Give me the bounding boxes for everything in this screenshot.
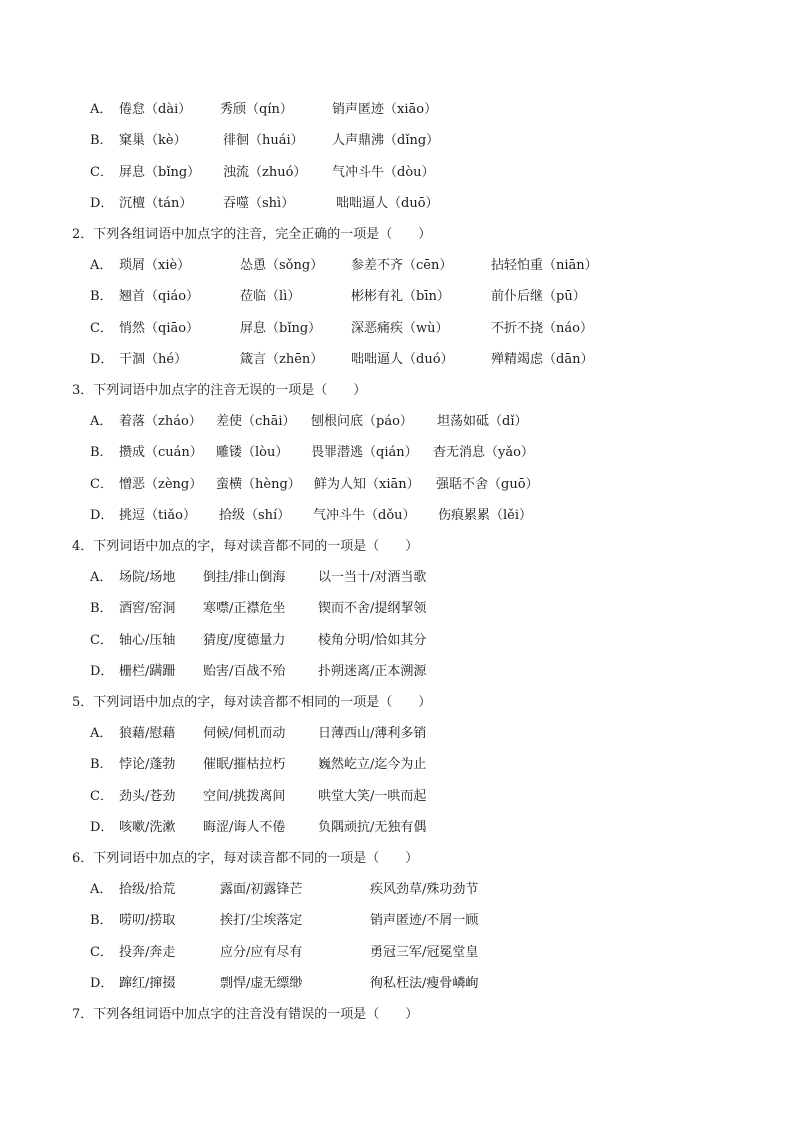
option-item: 挑逗（tiǎo） bbox=[119, 508, 196, 523]
question-stem: 2．下列各组词语中加点字的注音，完全正确的一项是（ ） bbox=[72, 227, 432, 242]
option-item: 刨根问底（páo） bbox=[311, 414, 413, 429]
option-item: 销声匿迹/不屑一顾 bbox=[370, 913, 479, 928]
option-label: B． bbox=[90, 445, 113, 460]
option-item: 投奔/奔走 bbox=[119, 945, 176, 960]
option-item: 蹿红/撺掇 bbox=[119, 976, 176, 991]
option-label: B． bbox=[90, 133, 113, 148]
option-item: 气冲斗牛（dǒu） bbox=[313, 508, 416, 523]
option-label: D． bbox=[90, 508, 114, 523]
option-item: 哄堂大笑/一哄而起 bbox=[318, 789, 427, 804]
question-stem: 4．下列词语中加点的字，每对读音都不同的一项是（ ） bbox=[72, 539, 419, 554]
option-item: 挨打/尘埃落定 bbox=[220, 913, 303, 928]
question-stem: 5．下列词语中加点的字，每对读音都不相同的一项是（ ） bbox=[72, 695, 432, 710]
option-item: 扑朔迷离/正本溯源 bbox=[318, 664, 427, 679]
option-item: 强聒不舍（guō） bbox=[436, 477, 539, 492]
option-item: 秀颀（qín） bbox=[220, 102, 293, 117]
option-item: 吞噬（shì） bbox=[223, 196, 295, 211]
option-item: 伺候/伺机而动 bbox=[203, 726, 286, 741]
option-item: 酒窖/窑洞 bbox=[119, 601, 176, 616]
option-item: 猜度/度德量力 bbox=[203, 633, 286, 648]
option-label: B． bbox=[90, 757, 113, 772]
option-item: 唠叨/捞取 bbox=[119, 913, 176, 928]
option-item: 催眠/摧枯拉朽 bbox=[203, 757, 286, 772]
option-label: A． bbox=[90, 570, 113, 585]
question-7-stem: 7．下列各组词语中加点字的注音没有错误的一项是（ ） bbox=[72, 1007, 419, 1022]
question-stem: 3．下列词语中加点字的注音无误的一项是（ ） bbox=[72, 383, 367, 398]
option-item: 着落（zháo） bbox=[119, 414, 202, 429]
option-item: 拾级/拾荒 bbox=[119, 882, 176, 897]
option-item: 悖论/蓬勃 bbox=[119, 757, 176, 772]
option-item: 憎恶（zèng） bbox=[119, 477, 203, 492]
option-item: 浊流（zhuó） bbox=[223, 165, 307, 180]
option-label: D． bbox=[90, 352, 114, 367]
option-item: 以一当十/对酒当歌 bbox=[318, 570, 427, 585]
option-item: 攒成（cuán） bbox=[119, 445, 203, 460]
option-label: B． bbox=[90, 601, 113, 616]
option-item: 箴言（zhēn） bbox=[240, 352, 324, 367]
option-item: 气冲斗牛（dòu） bbox=[332, 165, 435, 180]
option-item: 不折不挠（náo） bbox=[491, 321, 593, 336]
option-item: 杳无消息（yǎo） bbox=[433, 445, 534, 460]
option-item: 窠巢（kè） bbox=[119, 133, 187, 148]
option-item: 应分/应有尽有 bbox=[220, 945, 303, 960]
option-item: 疾风劲草/殊功劲节 bbox=[370, 882, 479, 897]
option-item: 锲而不舍/提纲挈领 bbox=[318, 601, 427, 616]
option-item: 棱角分明/恰如其分 bbox=[318, 633, 427, 648]
option-item: 销声匿迹（xiāo） bbox=[332, 102, 438, 117]
option-item: 畏罪潜逃（qián） bbox=[311, 445, 418, 460]
option-item: 拈轻怕重（niān） bbox=[491, 258, 598, 273]
option-item: 彬彬有礼（bīn） bbox=[351, 289, 450, 304]
option-item: 拾级（shí） bbox=[219, 508, 291, 523]
option-item: 咄咄逼人（duó） bbox=[351, 352, 454, 367]
option-item: 人声鼎沸（dǐng） bbox=[332, 133, 440, 148]
option-label: A． bbox=[90, 258, 113, 273]
option-item: 悄然（qiāo） bbox=[119, 321, 200, 336]
option-item: 前仆后继（pū） bbox=[491, 289, 586, 304]
option-item: 屏息（bǐng） bbox=[240, 321, 322, 336]
option-item: 巍然屹立/迄今为止 bbox=[318, 757, 427, 772]
option-label: A． bbox=[90, 102, 113, 117]
option-item: 蛮横（hèng） bbox=[216, 477, 301, 492]
option-item: 剽悍/虚无缥缈 bbox=[220, 976, 303, 991]
option-label: A． bbox=[90, 726, 113, 741]
option-item: 参差不齐（cēn） bbox=[351, 258, 453, 273]
option-item: 空间/挑拨离间 bbox=[203, 789, 286, 804]
option-label: C． bbox=[90, 165, 113, 180]
option-item: 轴心/压轴 bbox=[119, 633, 176, 648]
option-item: 屏息（bǐng） bbox=[119, 165, 201, 180]
option-item: 干涸（hé） bbox=[119, 352, 188, 367]
option-item: 鲜为人知（xiān） bbox=[314, 477, 420, 492]
option-item: 场院/场地 bbox=[119, 570, 176, 585]
option-label: A． bbox=[90, 414, 113, 429]
option-item: 莅临（lì） bbox=[240, 289, 301, 304]
option-item: 露面/初露锋芒 bbox=[220, 882, 303, 897]
option-item: 日薄西山/薄利多销 bbox=[318, 726, 427, 741]
question-stem: 6．下列词语中加点的字，每对读音都不同的一项是（ ） bbox=[72, 851, 419, 866]
option-label: C． bbox=[90, 321, 113, 336]
option-item: 咄咄逼人（duō） bbox=[336, 196, 439, 211]
option-item: 翘首（qiáo） bbox=[119, 289, 200, 304]
option-item: 勇冠三军/冠冕堂皇 bbox=[370, 945, 479, 960]
option-item: 徘徊（huái） bbox=[223, 133, 304, 148]
option-item: 坦荡如砥（dǐ） bbox=[437, 414, 528, 429]
option-item: 怂恿（sǒng） bbox=[240, 258, 324, 273]
option-item: 琐屑（xiè） bbox=[119, 258, 191, 273]
option-label: C． bbox=[90, 945, 113, 960]
option-label: C． bbox=[90, 477, 113, 492]
option-item: 负隅顽抗/无独有偶 bbox=[318, 820, 427, 835]
option-item: 寒噤/正襟危坐 bbox=[203, 601, 286, 616]
option-item: 栅栏/蹒跚 bbox=[119, 664, 176, 679]
option-label: C． bbox=[90, 789, 113, 804]
option-item: 狼藉/慰藉 bbox=[119, 726, 176, 741]
option-label: D． bbox=[90, 976, 114, 991]
option-item: 徇私枉法/瘦骨嶙峋 bbox=[370, 976, 479, 991]
option-item: 贻害/百战不殆 bbox=[203, 664, 286, 679]
option-item: 殚精竭虑（dān） bbox=[491, 352, 594, 367]
option-label: A． bbox=[90, 882, 113, 897]
option-label: D． bbox=[90, 664, 114, 679]
option-item: 晦涩/诲人不倦 bbox=[203, 820, 286, 835]
option-item: 倦怠（dài） bbox=[119, 102, 192, 117]
option-item: 深恶痛疾（wù） bbox=[351, 321, 449, 336]
option-item: 沉檀（tán） bbox=[119, 196, 193, 211]
option-label: C． bbox=[90, 633, 113, 648]
option-label: B． bbox=[90, 913, 113, 928]
option-label: D． bbox=[90, 196, 114, 211]
option-item: 差使（chāi） bbox=[216, 414, 296, 429]
option-item: 伤痕累累（lěi） bbox=[438, 508, 533, 523]
option-item: 咳嗽/洗漱 bbox=[119, 820, 176, 835]
option-item: 倒挂/排山倒海 bbox=[203, 570, 286, 585]
option-label: D． bbox=[90, 820, 114, 835]
option-item: 劲头/苍劲 bbox=[119, 789, 176, 804]
option-item: 雕镂（lòu） bbox=[216, 445, 289, 460]
option-label: B． bbox=[90, 289, 113, 304]
